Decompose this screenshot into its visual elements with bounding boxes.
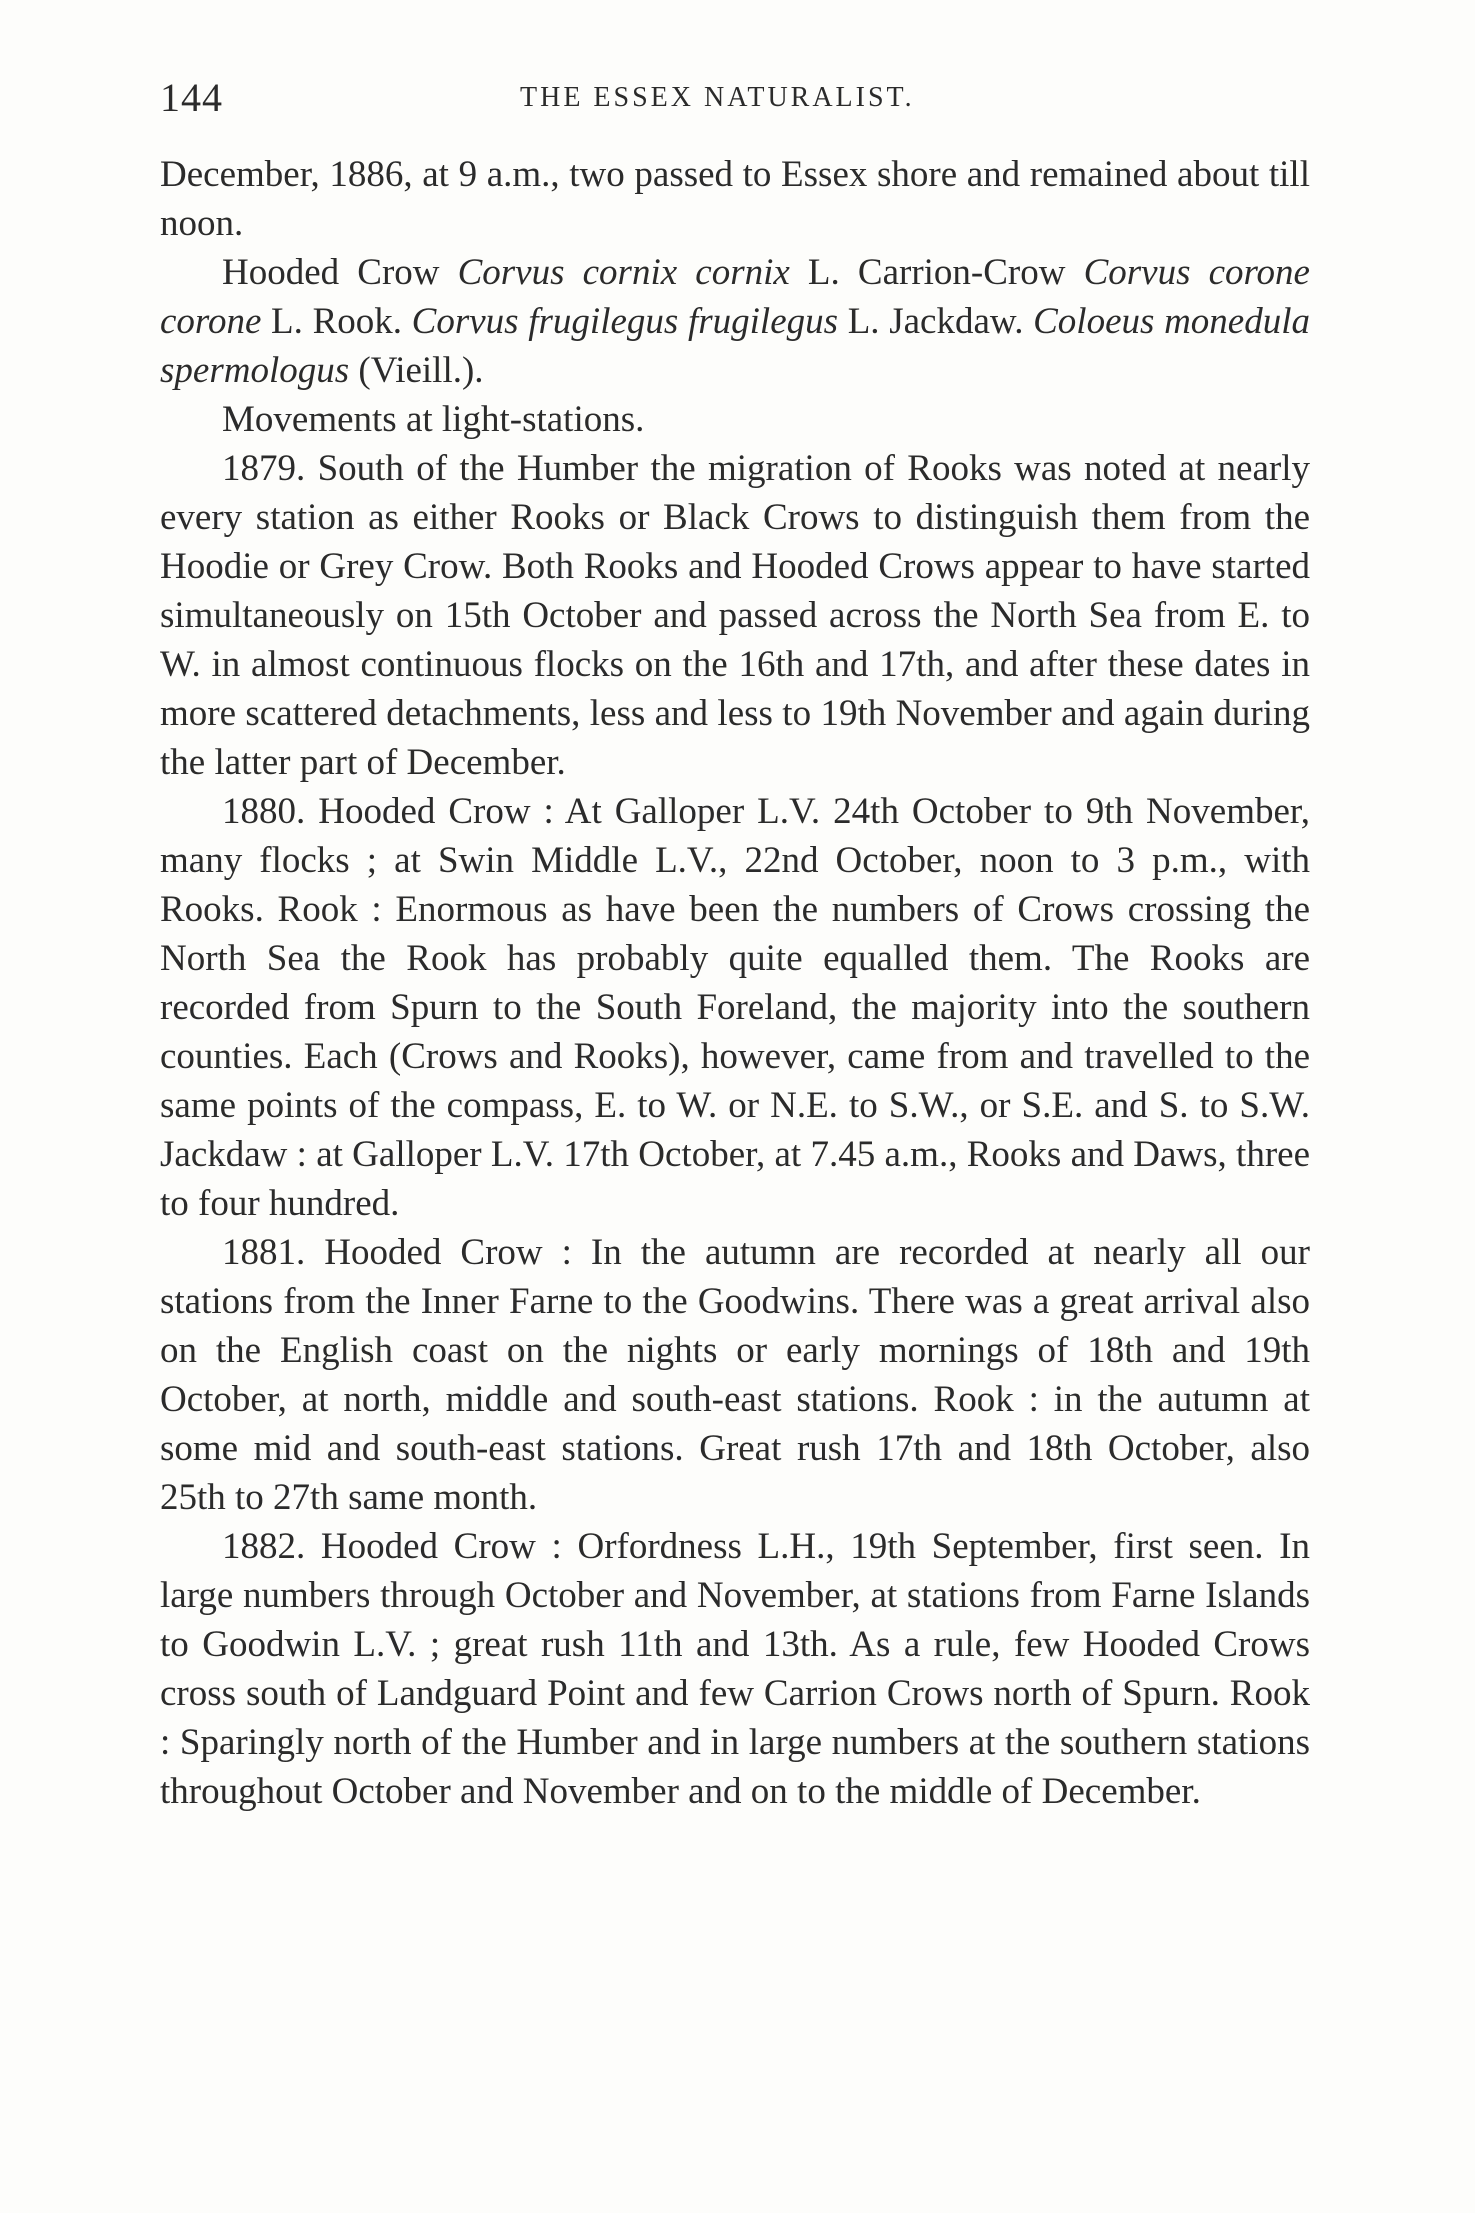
text-run: 1882. Hooded Crow : Orfordness L.H., 19th September, first seen. In large numbers through October and November, at stations from Farne Islands to Goodwin L.V. ; great rush 11th and 13th. As a rule, few Hooded Crows cross south of Landguard Point and few Carrion Crows north of Spurn. Rook : Sparingly north of the Humber and in large numbers at the southern stations throughout October and November and on to the middle of December.	[160, 1526, 1310, 1812]
paragraph-1	[160, 150, 1310, 248]
text-run: Hooded Crow	[222, 252, 458, 293]
paragraph-1882	[160, 1522, 1310, 1816]
paragraph-1881	[160, 1228, 1310, 1522]
page-number: 144	[160, 75, 223, 120]
text-run: L. Carrion-Crow	[789, 252, 1084, 293]
paragraph-1880	[160, 787, 1310, 1228]
text-run: Movements at light-stations.	[222, 399, 645, 440]
species-name: Coloeus monedula spermologus	[160, 301, 1310, 391]
text-run: L. Jackdaw.	[838, 301, 1034, 342]
text-run: 1879. South of the Humber the migration of Rooks was noted at nearly every station as either Rooks or Black Crows to distinguish them from the Hoodie or Grey Crow. Both Rooks and Hooded Crows appear to have started simultaneously on 15th October and passed across the North Sea from E. to W. in almost continuous flocks on the 16th and 17th, and after these dates in more scattered detachments, less and less to 19th November and again during the latter part of December.	[160, 448, 1310, 783]
running-head: THE ESSEX NATURALIST.	[520, 82, 915, 113]
text-run: December, 1886, at 9 a.m., two passed to Essex shore and remained about till noon.	[160, 154, 1310, 244]
paragraph-1879	[160, 444, 1310, 787]
paragraph-3	[160, 395, 1310, 444]
page-header	[160, 74, 1310, 124]
text-run: (Vieill.).	[349, 350, 484, 391]
text-run: 1881. Hooded Crow : In the autumn are recorded at nearly all our stations from the Inner Farne to the Goodwins. There was a great arrival also on the English coast on the nights or early mornings of 18th and 19th October, at north, middle and south-east stations. Rook : in the autumn at some mid and south-east stations. Great rush 17th and 18th October, also 25th to 27th same month.	[160, 1232, 1310, 1518]
text-run: 1880. Hooded Crow : At Galloper L.V. 24th October to 9th November, many flocks ; at Swin Middle L.V., 22nd October, noon to 3 p.m., with Rooks. Rook : Enormous as have been the numbers of Crows crossing the North Sea the Rook has probably quite equalled them. The Rooks are recorded from Spurn to the South Foreland, the majority into the southern counties. Each (Crows and Rooks), however, came from and travelled to the same points of the compass, E. to W. or N.E. to S.W., or S.E. and S. to S.W. Jackdaw : at Galloper L.V. 17th October, at 7.45 a.m., Rooks and Daws, three to four hundred.	[160, 791, 1310, 1224]
species-name: Corvus corone corone	[160, 252, 1310, 342]
species-name: Corvus cornix cornix	[457, 252, 790, 293]
body-text	[160, 150, 1310, 1816]
paragraph-2	[160, 248, 1310, 395]
text-run: L. Rook.	[261, 301, 412, 342]
species-name: Corvus frugilegus frugilegus	[411, 301, 839, 342]
